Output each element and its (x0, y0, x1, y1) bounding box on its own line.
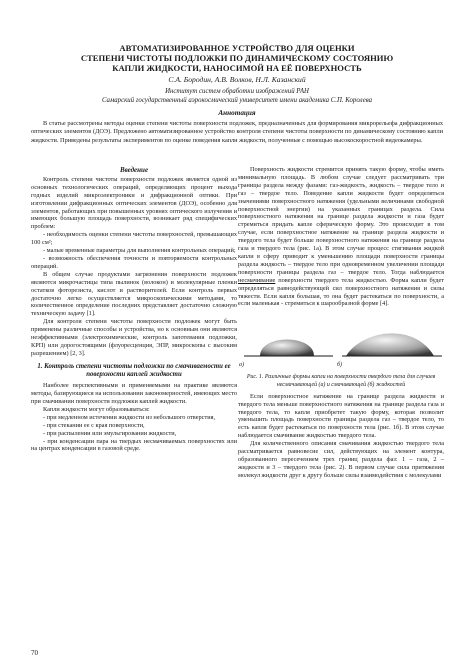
left-column (31, 166, 237, 453)
authors: С.А. Бородин, А.В. Волков, Н.Л. Казанский (168, 75, 306, 84)
institution-line: Институт систем обработки изображений РАН (165, 88, 309, 95)
list-item: - малые временные параметры для выполнения контрольных операций; (43, 247, 236, 255)
page-number: 70 (31, 649, 38, 657)
paragraph: Если поверхностное натяжение на границе раздела жидкости и твердого тела меньше поверхностного натяжения на границе раздела газа и твердого тела, то капля приобретет такую форму, которая позволит уменьшить площадь поверхности границы раздела газ – твердое тело, то есть капля будет растекаться по поверхности тела (рис. 1б). В этом случае наблюдается смачивание жидкостью твердого тела. (238, 392, 444, 440)
paragraph-text: поверхности твердого тела жидкостью. Форма капли будет определяться равнодействующей сил поверхностного натяжения и силы тяжести. Если капля большая, то она будет растекаться по поверхности, а если маленькая - стремиться к шарообразной форме [4]. (238, 276, 444, 308)
section-heading: 1. Контроль степени чистоты подложки по смачиваемости ее поверхности каплей жидкости (37, 362, 231, 378)
figure-label-b: б) (337, 362, 343, 369)
paragraph: Для контроля степени чистоты поверхности подложек могут быть применены различные способы и устройства, но к основным они являются неэффективными (электрохимические, контроль запотевания подложки, КРП) или дорогостоящими (флуоресценция, ЭПР, микроскопы с высоким разрешением) [2, 3]. (31, 318, 237, 357)
right-column (238, 166, 444, 480)
list-item: - необходимость оценки степени чистоты поверхностей, превышающих 100 см²; (31, 231, 237, 247)
wetting-drop (346, 334, 434, 357)
underlined-term: несмачивание (238, 276, 276, 284)
paragraph (238, 166, 444, 308)
paper-title (60, 43, 414, 73)
paragraph: Для количественного описания смачивания жидкостью твердого тела рассматривается равновесие сил, действующих на элемент контура, образованного пересечением трех границ раздела фаз: 1 – газа, 2 – жидкости и 3 – твердого тела (рис. 2). В первом случае сила притяжения молекул жидкости друг к другу больше силы взаимодействия с молекулами (238, 440, 444, 479)
title-line: СТЕПЕНИ ЧИСТОТЫ ПОДЛОЖКИ ПО ДИНАМИЧЕСКОМУ СОСТОЯНИЮ (80, 53, 394, 63)
institutions (40, 88, 434, 105)
list-item: - при стекании ее с края поверхности, (43, 421, 145, 429)
title-line: АВТОМАТИЗИРОВАННОЕ УСТРОЙСТВО ДЛЯ ОЦЕНКИ (119, 43, 355, 53)
intro-heading: Введение (119, 166, 149, 174)
paragraph: В общем случае продуктами загрязнения поверхности подложек являются микрочастицы типа пылинок (волокон) и молекулярные пленки остатков фоторезиста, кислот и растворителей. Если контроль первых достаточно легко осуществляется микроскопическими методами, то количественное определение последних представляет достаточно сложную техническую задачу [1]. (31, 270, 237, 318)
paragraph: Капли жидкости могут образовываться: (43, 405, 150, 413)
list-item: - при конденсации пара на твердых несмачиваемых поверхностях или на центрах конденсации в газовой среде. (31, 437, 237, 453)
figure-label-a: а) (239, 362, 244, 369)
abstract-text: В статье рассмотрены методы оценки степени чистоты поверхности подложек, предназначенных для формирования микрорельефа дифракционных оптических элементов (ДОЭ). Предложено автоматизированное устройство контроля степени чистоты поверхности по динамическому состоянию капли жидкости. Приведены результаты экспериментов по оценке поведения капли жидкости, полученные с помощью высокоскоростной видеокамеры. (31, 120, 443, 144)
paragraph-text: Поверхность жидкости стремится принять такую форму, чтобы иметь минимальную площадь. В любом случае следует рассматривать три границы раздела между фазами: газ-жидкость, жидкость – твердое тело и газ – твердое тело. Поведение капли жидкости будет определяться значениями поверхностного натяжения (удельными величинами свободной поверхностной энергии) на указанных границах раздела. Сила поверхностного натяжения на границе раздела жидкости и газа будет стремиться придать капле сферическую форму. Это происходит в том случае, если поверхностное натяжение на границе раздела жидкости и твердого тела будет больше поверхностного натяжения на границе раздела газа и твердого тела (рис. 1а). В этом случае процесс стягивания жидкой капли в сферу приводит к уменьшению площади поверхности границы раздела жидкость – твердое тело при одновременном увеличении площади поверхности границы раздела газ – твердое тело. Тогда наблюдается (238, 166, 444, 276)
list-item: - при медленном истечении жидкости из небольшого отверстия, (43, 413, 216, 421)
figure-caption: Рис. 1. Различные формы капли на поверхности твердого тела для случаев несмачивающей (а) и смачивающей (б) жидкостей (246, 374, 436, 388)
droplet-illustration (238, 312, 444, 362)
non-wetting-drop (260, 340, 314, 357)
paragraph: Наиболее перспективными и применяемыми на практике являются методы, базирующиеся на использовании закономерностей, имеющих место при смачивании поверхности подложки каплей жидкости. (31, 382, 237, 405)
title-line: КАПЛИ ЖИДКОСТИ, НАНОСИМОЙ НА ЕЁ ПОВЕРХНОСТЬ (112, 63, 362, 73)
figure-1 (238, 312, 444, 372)
institution-line: Самарский государственный аэрокосмический университет имени академика С.П. Королева (101, 96, 373, 104)
abstract-heading: Аннотация (218, 109, 256, 117)
paragraph: Контроль степени чистоты поверхности подложек является одной из основных технологических операций, определяющих процент выхода годных изделий микроэлектроники и дифракционной оптики. При изготовлении дифракционных оптических элементов (ДОЭ), особенно для элементов, работающих при повышенных уровнях оптического излучения и имеющих большую площадь поверхности, возникает ряд специфических проблем: (31, 175, 237, 231)
list-item: - при распылении или эмульгировании жидкости, (43, 429, 177, 437)
list-item: - возможность обеспечения точности и повторяемости контрольных операций. (31, 254, 237, 270)
